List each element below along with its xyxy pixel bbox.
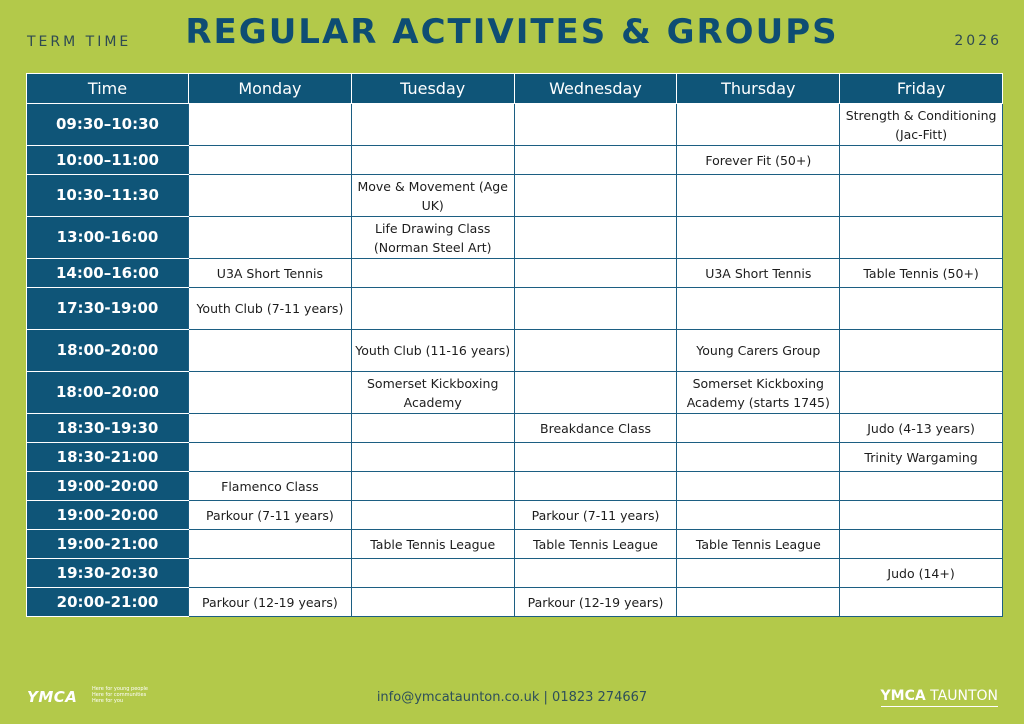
table-row bbox=[27, 443, 1003, 472]
time-cell: 17:30-19:00 bbox=[27, 288, 189, 330]
activity-cell-friday: Judo (4-13 years) bbox=[840, 414, 1003, 443]
activity-cell-friday bbox=[840, 501, 1003, 530]
activity-cell-monday bbox=[189, 146, 352, 175]
activity-cell-monday bbox=[189, 559, 352, 588]
activity-cell-tuesday bbox=[351, 288, 514, 330]
time-cell: 18:30-21:00 bbox=[27, 443, 189, 472]
activity-cell-friday: Table Tennis (50+) bbox=[840, 259, 1003, 288]
activity-cell-wednesday: Table Tennis League bbox=[514, 530, 677, 559]
activity-cell-friday bbox=[840, 288, 1003, 330]
activity-cell-wednesday bbox=[514, 330, 677, 372]
ymca-logo: YMCA bbox=[27, 688, 78, 706]
activity-cell-thursday bbox=[677, 472, 840, 501]
activity-cell-wednesday bbox=[514, 175, 677, 217]
activity-cell-tuesday: Move & Movement (Age UK) bbox=[351, 175, 514, 217]
brand-wordmark bbox=[881, 688, 998, 707]
activity-cell-tuesday: Youth Club (11-16 years) bbox=[351, 330, 514, 372]
table-row bbox=[27, 175, 1003, 217]
time-cell: 18:00–20:00 bbox=[27, 372, 189, 414]
page-footer bbox=[0, 680, 1024, 720]
page-title: REGULAR ACTIVITES & GROUPS bbox=[185, 12, 839, 52]
activity-cell-monday: Parkour (12-19 years) bbox=[189, 588, 352, 617]
activity-cell-thursday bbox=[677, 175, 840, 217]
activity-cell-tuesday bbox=[351, 443, 514, 472]
activity-cell-wednesday bbox=[514, 443, 677, 472]
activity-cell-thursday: Table Tennis League bbox=[677, 530, 840, 559]
activity-cell-tuesday bbox=[351, 559, 514, 588]
year-label: 2026 bbox=[954, 33, 1002, 49]
activity-cell-wednesday bbox=[514, 146, 677, 175]
activity-cell-monday: Youth Club (7-11 years) bbox=[189, 288, 352, 330]
activity-cell-friday bbox=[840, 472, 1003, 501]
activity-cell-wednesday: Parkour (12-19 years) bbox=[514, 588, 677, 617]
activity-cell-tuesday bbox=[351, 472, 514, 501]
col-header-wednesday: Wednesday bbox=[514, 74, 677, 104]
table-row bbox=[27, 330, 1003, 372]
table-row bbox=[27, 414, 1003, 443]
timetable-body bbox=[27, 104, 1003, 617]
activity-cell-wednesday: Parkour (7-11 years) bbox=[514, 501, 677, 530]
col-header-friday: Friday bbox=[840, 74, 1003, 104]
col-header-tuesday: Tuesday bbox=[351, 74, 514, 104]
page-header bbox=[0, 0, 1024, 70]
activity-cell-monday bbox=[189, 217, 352, 259]
activity-cell-friday bbox=[840, 175, 1003, 217]
activity-cell-wednesday bbox=[514, 104, 677, 146]
activity-cell-tuesday: Life Drawing Class (Norman Steel Art) bbox=[351, 217, 514, 259]
activity-cell-wednesday bbox=[514, 259, 677, 288]
activity-cell-thursday bbox=[677, 443, 840, 472]
activity-cell-tuesday bbox=[351, 104, 514, 146]
activity-cell-thursday bbox=[677, 414, 840, 443]
activity-cell-friday bbox=[840, 530, 1003, 559]
activity-cell-wednesday bbox=[514, 217, 677, 259]
activity-cell-tuesday bbox=[351, 501, 514, 530]
table-row bbox=[27, 530, 1003, 559]
activity-cell-monday bbox=[189, 104, 352, 146]
time-cell: 09:30–10:30 bbox=[27, 104, 189, 146]
activity-cell-monday bbox=[189, 443, 352, 472]
activity-cell-wednesday: Breakdance Class bbox=[514, 414, 677, 443]
time-cell: 19:00-20:00 bbox=[27, 501, 189, 530]
table-row bbox=[27, 259, 1003, 288]
activity-cell-monday bbox=[189, 175, 352, 217]
col-header-thursday: Thursday bbox=[677, 74, 840, 104]
time-cell: 10:30–11:30 bbox=[27, 175, 189, 217]
activity-cell-tuesday: Table Tennis League bbox=[351, 530, 514, 559]
time-cell: 19:00-20:00 bbox=[27, 472, 189, 501]
table-row bbox=[27, 501, 1003, 530]
activity-cell-thursday bbox=[677, 588, 840, 617]
activity-cell-thursday bbox=[677, 288, 840, 330]
activity-cell-wednesday bbox=[514, 559, 677, 588]
table-row bbox=[27, 372, 1003, 414]
activity-cell-thursday bbox=[677, 104, 840, 146]
activity-cell-friday bbox=[840, 372, 1003, 414]
activity-cell-tuesday bbox=[351, 259, 514, 288]
tagline-line: Here for young people bbox=[92, 686, 148, 692]
time-cell: 10:00–11:00 bbox=[27, 146, 189, 175]
activity-cell-friday bbox=[840, 146, 1003, 175]
time-cell: 14:00–16:00 bbox=[27, 259, 189, 288]
brand-rest: TAUNTON bbox=[925, 688, 998, 704]
activity-cell-monday: Parkour (7-11 years) bbox=[189, 501, 352, 530]
activity-cell-thursday bbox=[677, 559, 840, 588]
brand-bold: YMCA bbox=[880, 688, 926, 704]
time-cell: 13:00-16:00 bbox=[27, 217, 189, 259]
activity-cell-monday bbox=[189, 530, 352, 559]
time-cell: 18:00-20:00 bbox=[27, 330, 189, 372]
activity-cell-thursday bbox=[677, 501, 840, 530]
tagline-line: Here for communities bbox=[92, 692, 147, 698]
col-header-time: Time bbox=[27, 74, 189, 104]
activity-cell-thursday: U3A Short Tennis bbox=[677, 259, 840, 288]
activity-cell-thursday: Young Carers Group bbox=[677, 330, 840, 372]
activity-cell-tuesday bbox=[351, 588, 514, 617]
activity-cell-friday bbox=[840, 588, 1003, 617]
activity-cell-friday: Trinity Wargaming bbox=[840, 443, 1003, 472]
table-row bbox=[27, 146, 1003, 175]
activity-cell-monday bbox=[189, 330, 352, 372]
table-row bbox=[27, 288, 1003, 330]
time-cell: 18:30-19:30 bbox=[27, 414, 189, 443]
activity-cell-friday: Judo (14+) bbox=[840, 559, 1003, 588]
time-cell: 19:30-20:30 bbox=[27, 559, 189, 588]
activity-cell-wednesday bbox=[514, 472, 677, 501]
activity-cell-tuesday: Somerset Kickboxing Academy bbox=[351, 372, 514, 414]
term-label: TERM TIME bbox=[27, 34, 132, 50]
activity-cell-friday bbox=[840, 217, 1003, 259]
table-row bbox=[27, 588, 1003, 617]
table-row bbox=[27, 217, 1003, 259]
activity-cell-tuesday bbox=[351, 146, 514, 175]
activity-cell-thursday bbox=[677, 217, 840, 259]
table-row bbox=[27, 472, 1003, 501]
timetable bbox=[26, 73, 1003, 617]
activity-cell-thursday: Forever Fit (50+) bbox=[677, 146, 840, 175]
timetable-header-row bbox=[27, 74, 1003, 104]
time-cell: 20:00-21:00 bbox=[27, 588, 189, 617]
contact-info: info@ymcataunton.co.uk | 01823 274667 bbox=[376, 690, 648, 705]
activity-cell-friday: Strength & Conditioning (Jac-Fitt) bbox=[840, 104, 1003, 146]
activity-cell-monday bbox=[189, 414, 352, 443]
activity-cell-friday bbox=[840, 330, 1003, 372]
activity-cell-monday bbox=[189, 372, 352, 414]
time-cell: 19:00-21:00 bbox=[27, 530, 189, 559]
activity-cell-thursday: Somerset Kickboxing Academy (starts 1745) bbox=[677, 372, 840, 414]
table-row bbox=[27, 104, 1003, 146]
col-header-monday: Monday bbox=[189, 74, 352, 104]
activity-cell-wednesday bbox=[514, 288, 677, 330]
tagline-line: Here for you bbox=[92, 698, 124, 704]
activity-cell-monday: Flamenco Class bbox=[189, 472, 352, 501]
activity-cell-wednesday bbox=[514, 372, 677, 414]
activity-cell-tuesday bbox=[351, 414, 514, 443]
activity-cell-monday: U3A Short Tennis bbox=[189, 259, 352, 288]
table-row bbox=[27, 559, 1003, 588]
